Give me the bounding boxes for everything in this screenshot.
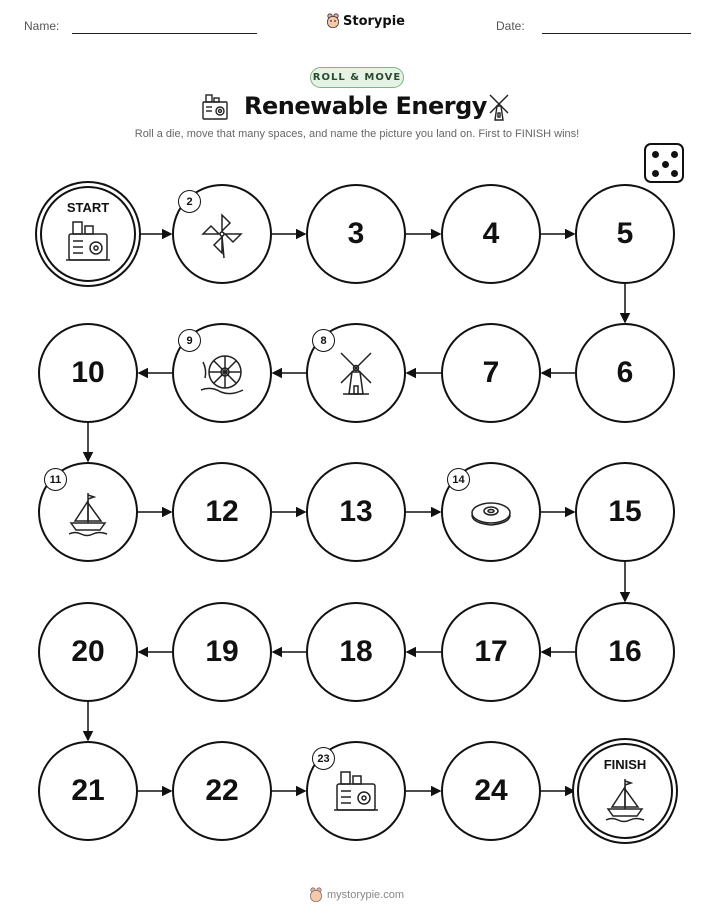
brand-name: Storypie <box>343 13 405 29</box>
board-space-24[interactable] <box>441 741 541 841</box>
board-space-2[interactable] <box>172 184 272 284</box>
factory-icon <box>63 216 113 266</box>
space-number-badge: 9 <box>178 329 201 352</box>
storypie-mascot-icon <box>309 887 323 903</box>
board-space-14[interactable] <box>441 462 541 562</box>
space-number: 16 <box>608 635 642 668</box>
board-space-9[interactable] <box>172 323 272 423</box>
board-space-19[interactable] <box>172 602 272 702</box>
finish-space[interactable] <box>577 743 673 839</box>
space-number-badge: 8 <box>312 329 335 352</box>
board-space-18[interactable] <box>306 602 406 702</box>
biomass-log-icon <box>466 487 516 537</box>
board-space-3[interactable] <box>306 184 406 284</box>
space-number: 12 <box>205 495 239 528</box>
space-number: 17 <box>474 635 508 668</box>
finish-label: FINISH <box>603 757 647 772</box>
space-number: 6 <box>616 356 634 389</box>
start-label: START <box>66 200 110 215</box>
space-number-badge: 23 <box>312 747 335 770</box>
space-number: 15 <box>608 495 642 528</box>
sailboat-icon <box>63 487 113 537</box>
space-number-badge: 14 <box>447 468 470 491</box>
board-space-23[interactable] <box>306 741 406 841</box>
board-space-16[interactable] <box>575 602 675 702</box>
instructions: Roll a die, move that many spaces, and name the picture you land on. First to FINISH wins! <box>134 128 580 140</box>
page-title: Renewable Energy <box>244 92 487 120</box>
pinwheel-icon <box>197 209 247 259</box>
space-number: 7 <box>482 356 500 389</box>
space-number: 19 <box>205 635 239 668</box>
board-space-5[interactable] <box>575 184 675 284</box>
space-number: 10 <box>71 356 105 389</box>
space-number: 5 <box>616 217 634 250</box>
board-space-8[interactable] <box>306 323 406 423</box>
space-number: 3 <box>347 217 365 250</box>
space-number: 22 <box>205 774 239 807</box>
water-wheel-icon <box>197 348 247 398</box>
space-number: 18 <box>339 635 373 668</box>
board-space-21[interactable] <box>38 741 138 841</box>
board-space-12[interactable] <box>172 462 272 562</box>
start-space[interactable] <box>40 186 136 282</box>
board-space-4[interactable] <box>441 184 541 284</box>
space-number: 24 <box>474 774 508 807</box>
board-space-11[interactable] <box>38 462 138 562</box>
board-space-22[interactable] <box>172 741 272 841</box>
space-number: 20 <box>71 635 105 668</box>
space-number: 4 <box>482 217 500 250</box>
sailboat-icon <box>600 773 650 823</box>
game-type-badge: ROLL & MOVE <box>310 67 404 88</box>
footer <box>309 887 404 903</box>
space-number-badge: 11 <box>44 468 67 491</box>
space-number: 13 <box>339 495 373 528</box>
board-space-10[interactable] <box>38 323 138 423</box>
name-label: Name: <box>24 19 60 33</box>
board-space-17[interactable] <box>441 602 541 702</box>
board-space-7[interactable] <box>441 323 541 423</box>
factory-icon <box>331 766 381 816</box>
windmill-icon <box>331 348 381 398</box>
board-space-20[interactable] <box>38 602 138 702</box>
board-space-13[interactable] <box>306 462 406 562</box>
board-space-6[interactable] <box>575 323 675 423</box>
space-number: 21 <box>71 774 105 807</box>
board-space-15[interactable] <box>575 462 675 562</box>
footer-url[interactable]: mystorypie.com <box>327 889 405 901</box>
space-number-badge: 2 <box>178 190 201 213</box>
date-label: Date: <box>496 19 525 33</box>
